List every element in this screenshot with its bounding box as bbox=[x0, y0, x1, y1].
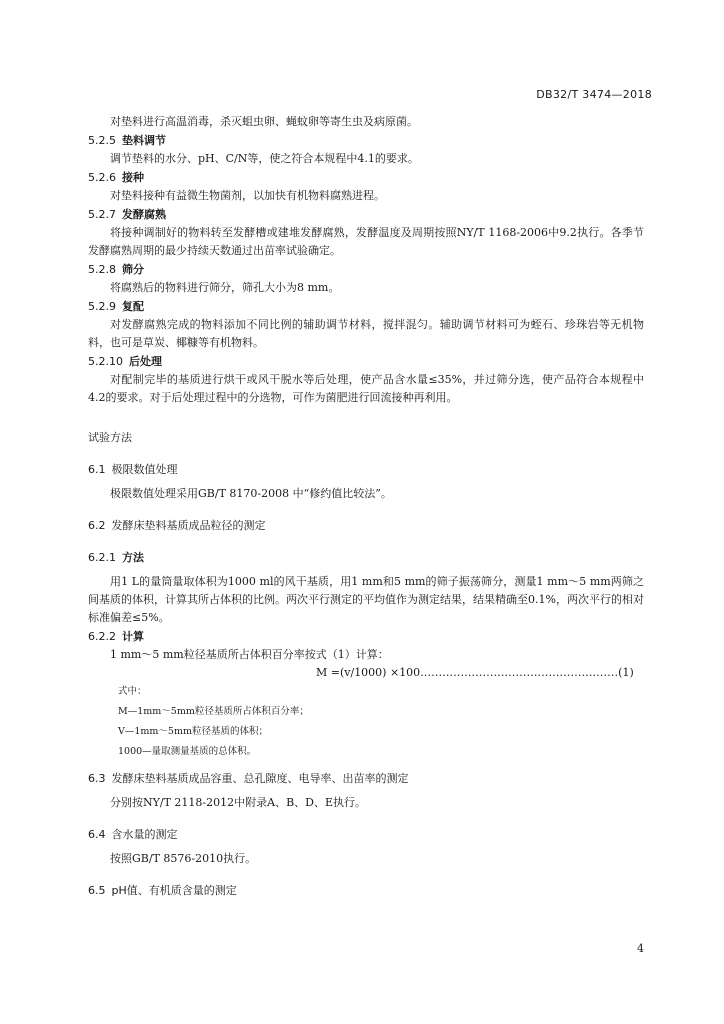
heading-title: 含水量的测定 bbox=[111, 828, 178, 841]
heading-number: 5.2.7 bbox=[88, 208, 116, 221]
heading-6-5 bbox=[88, 882, 644, 900]
formula-1: M =(v/1000) ×100………………………………………………(1) bbox=[316, 666, 634, 679]
heading-6-3 bbox=[88, 770, 644, 788]
paragraph-6-1: 极限数值处理采用GB/T 8170-2008 中“修约值比较法”。 bbox=[110, 487, 392, 500]
paragraph-5-2-10: 对配制完毕的基质进行烘干或风干脱水等后处理，使产品含水量≤35%，并过筛分选，使产品符合本规程中4.2的要求。对于后处理过程中的分选物，可作为菌肥进行回流接种再利用。 bbox=[88, 373, 644, 404]
heading-number: 5.2.8 bbox=[88, 263, 116, 276]
heading-number: 6.4 bbox=[88, 828, 106, 841]
paragraph-6-3: 分别按NY/T 2118-2012中附录A、B、D、E执行。 bbox=[110, 796, 367, 809]
paragraph-6-2-2: 1 mm～5 mm粒径基质所占体积百分率按式（1）计算： bbox=[110, 648, 389, 661]
heading-number: 6.3 bbox=[88, 772, 106, 785]
section-heading-6: 试验方法 bbox=[88, 431, 132, 444]
heading-title: 垫料调节 bbox=[122, 134, 166, 147]
heading-5-2-9 bbox=[88, 298, 644, 316]
where-label: 式中： bbox=[118, 686, 147, 697]
page-number: 4 bbox=[637, 942, 644, 955]
paragraph-5-2-9: 对发酵腐熟完成的物料添加不同比例的辅助调节材料，搅拌混匀。辅助调节材料可为蛭石、珍珠岩等无机物料，也可是草炭、椰糠等有机物料。 bbox=[88, 318, 644, 349]
heading-5-2-10 bbox=[88, 353, 644, 371]
heading-5-2-5 bbox=[88, 132, 644, 150]
heading-6-2-2 bbox=[88, 628, 644, 646]
where-item-v: V—1mm～5mm粒径基质的体积； bbox=[118, 726, 268, 737]
heading-title: 后处理 bbox=[129, 355, 162, 368]
heading-6-4 bbox=[88, 826, 644, 844]
heading-title: 发酵床垫料基质成品容重、总孔隙度、电导率、出苗率的测定 bbox=[111, 772, 409, 785]
paragraph-intro: 对垫料进行高温消毒，杀灭蛆虫卵、蝇蚊卵等寄生虫及病原菌。 bbox=[110, 115, 418, 128]
heading-5-2-7 bbox=[88, 206, 644, 224]
heading-title: 发酵腐熟 bbox=[122, 208, 166, 221]
heading-title: 极限数值处理 bbox=[111, 463, 178, 476]
heading-number: 6.5 bbox=[88, 884, 106, 897]
paragraph-6-2-1: 用1 L的量筒量取体积为1000 ml的风干基质，用1 mm和5 mm的筛子振荡筛分，测量1 mm～5 mm两筛之间基质的体积，计算其所占体积的比例。两次平行测定的平均值作为测定结果，结果精确至0.1%，两次平行的相对标准偏差≤5%。 bbox=[88, 575, 644, 624]
paragraph-5-2-5: 调节垫料的水分、pH、C/N等，使之符合本规程中4.1的要求。 bbox=[110, 152, 419, 165]
heading-title: pH值、有机质含量的测定 bbox=[111, 884, 237, 897]
heading-6-2-1 bbox=[88, 549, 644, 567]
heading-number: 5.2.5 bbox=[88, 134, 116, 147]
paragraph-5-2-6: 对垫料接种有益微生物菌剂，以加快有机物料腐熟进程。 bbox=[110, 189, 385, 202]
heading-6-1 bbox=[88, 461, 644, 479]
heading-number: 5.2.9 bbox=[88, 300, 116, 313]
heading-5-2-6 bbox=[88, 169, 644, 187]
heading-number: 5.2.10 bbox=[88, 355, 123, 368]
document-body bbox=[88, 113, 644, 900]
heading-title: 筛分 bbox=[122, 263, 144, 276]
where-item-total: 1000—量取测量基质的总体积。 bbox=[118, 746, 257, 757]
heading-number: 5.2.6 bbox=[88, 171, 116, 184]
paragraph-6-4: 按照GB/T 8576-2010执行。 bbox=[110, 852, 257, 865]
heading-title: 复配 bbox=[122, 300, 144, 313]
heading-6-2 bbox=[88, 517, 644, 535]
heading-number: 6.2.2 bbox=[88, 630, 116, 643]
heading-number: 6.2.1 bbox=[88, 551, 116, 564]
heading-number: 6.2 bbox=[88, 519, 106, 532]
heading-title: 计算 bbox=[122, 630, 144, 643]
standard-code: DB32/T 3474—2018 bbox=[536, 88, 652, 101]
heading-title: 接种 bbox=[122, 171, 144, 184]
where-item-m: M—1mm～5mm粒径基质所占体积百分率； bbox=[118, 706, 309, 717]
heading-title: 方法 bbox=[122, 551, 144, 564]
paragraph-5-2-8: 将腐熟后的物料进行筛分，筛孔大小为8 mm。 bbox=[110, 281, 340, 294]
heading-5-2-8 bbox=[88, 261, 644, 279]
heading-title: 发酵床垫料基质成品粒径的测定 bbox=[111, 519, 266, 532]
heading-number: 6.1 bbox=[88, 463, 106, 476]
paragraph-5-2-7: 将接种调制好的物料转至发酵槽或建堆发酵腐熟，发酵温度及周期按照NY/T 1168-2006中9.2执行。各季节发酵腐熟周期的最少持续天数通过出苗率试验确定。 bbox=[88, 226, 644, 257]
